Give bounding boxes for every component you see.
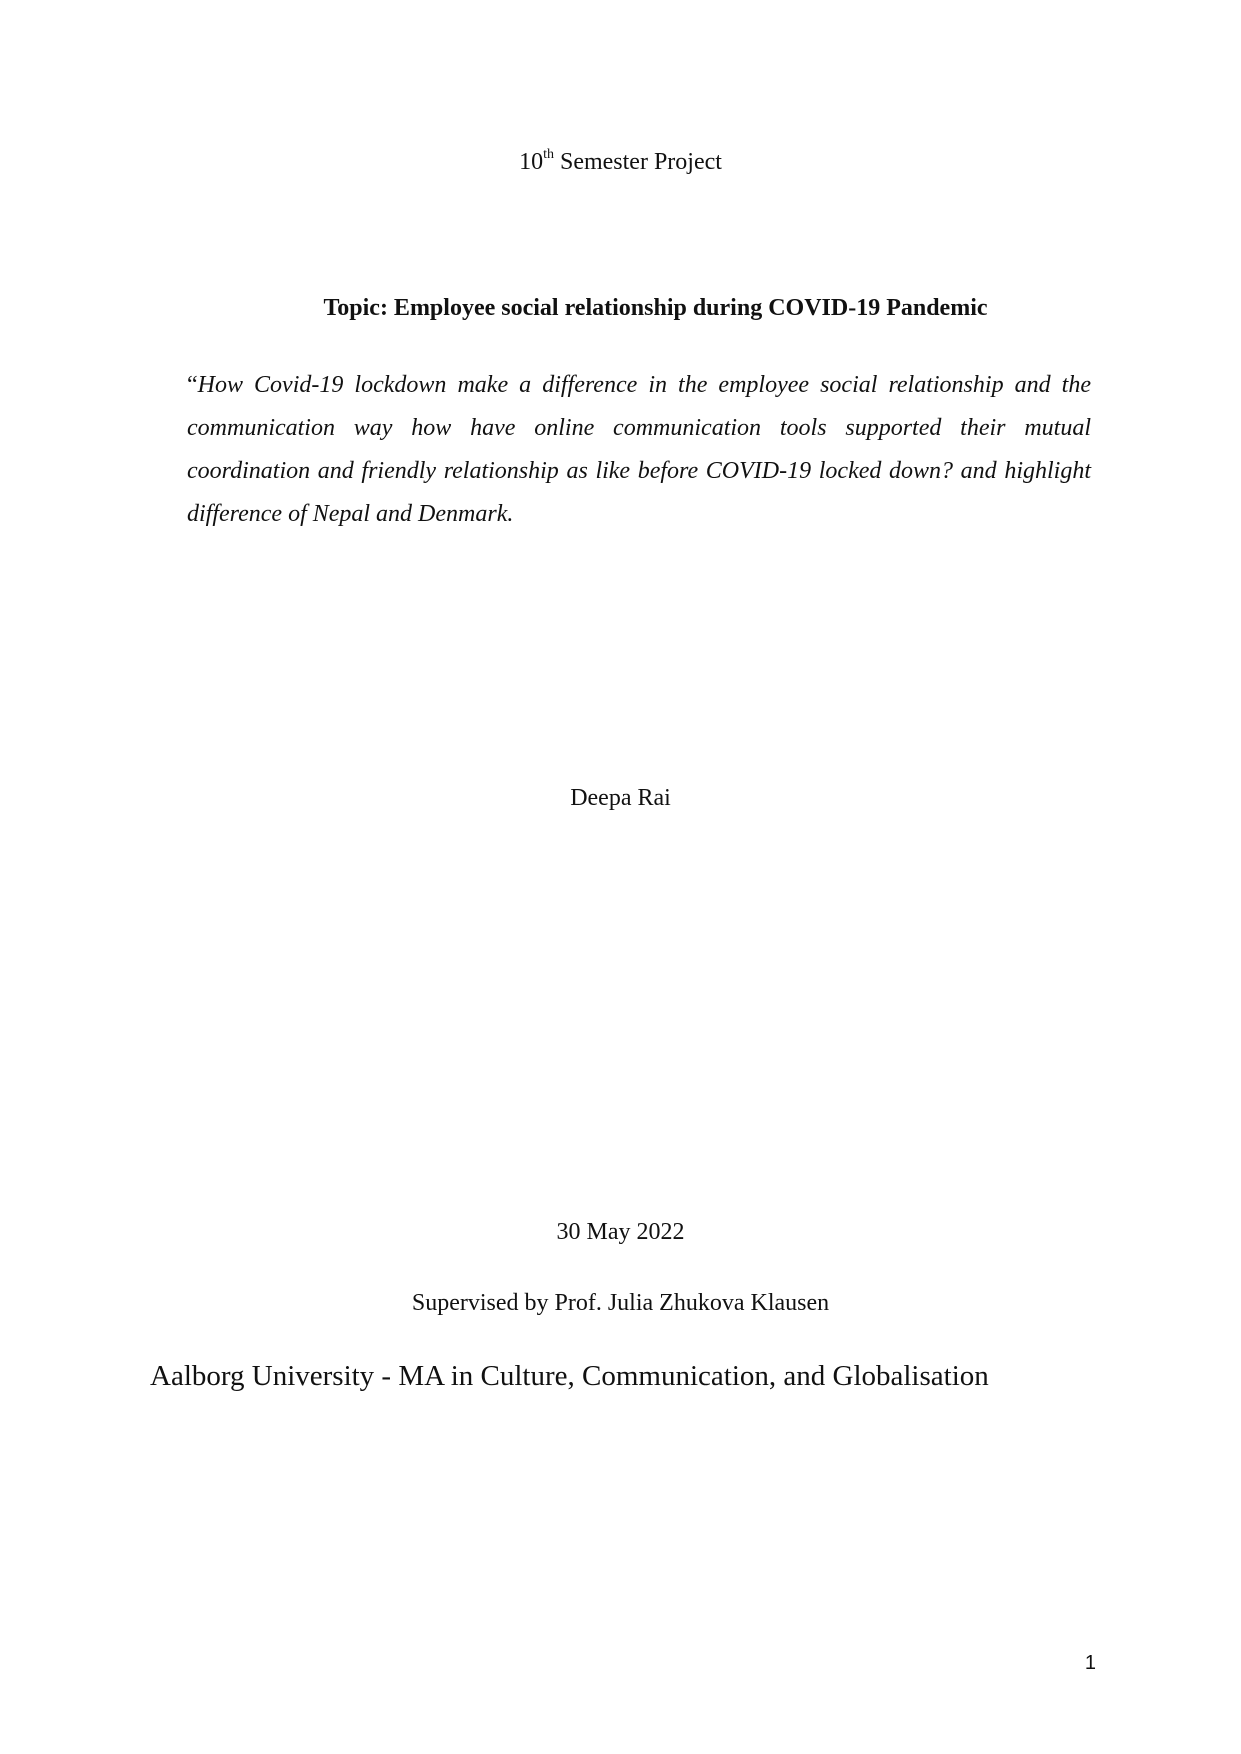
- page-number: 1: [1084, 1652, 1096, 1674]
- submission-date: 30 May 2022: [556, 1219, 685, 1245]
- opening-quote-mark: “: [187, 372, 198, 398]
- semester-number: 10: [519, 149, 544, 175]
- supervisor-line: Supervised by Prof. Julia Zhukova Klausen: [411, 1290, 830, 1316]
- semester-label: Semester Project: [553, 149, 722, 175]
- author-name: Deepa Rai: [570, 785, 671, 811]
- semester-heading: [0, 148, 1241, 176]
- university-program: Aalborg University - MA in Culture, Communication, and Globalisation: [150, 1360, 989, 1392]
- research-question: [187, 364, 1091, 536]
- topic-title: Topic: Employee social relationship during COVID-19 Pandemic: [323, 295, 988, 321]
- semester-ordinal-suffix: th: [543, 147, 554, 162]
- research-question-text: How Covid-19 lockdown make a difference in the employee social relationship and the communication way how have online communication tools supported their mutual coordination and friendly relationship as like before COVID-19 locked down? and highlight difference of Nepal and Denmark.: [187, 372, 1091, 527]
